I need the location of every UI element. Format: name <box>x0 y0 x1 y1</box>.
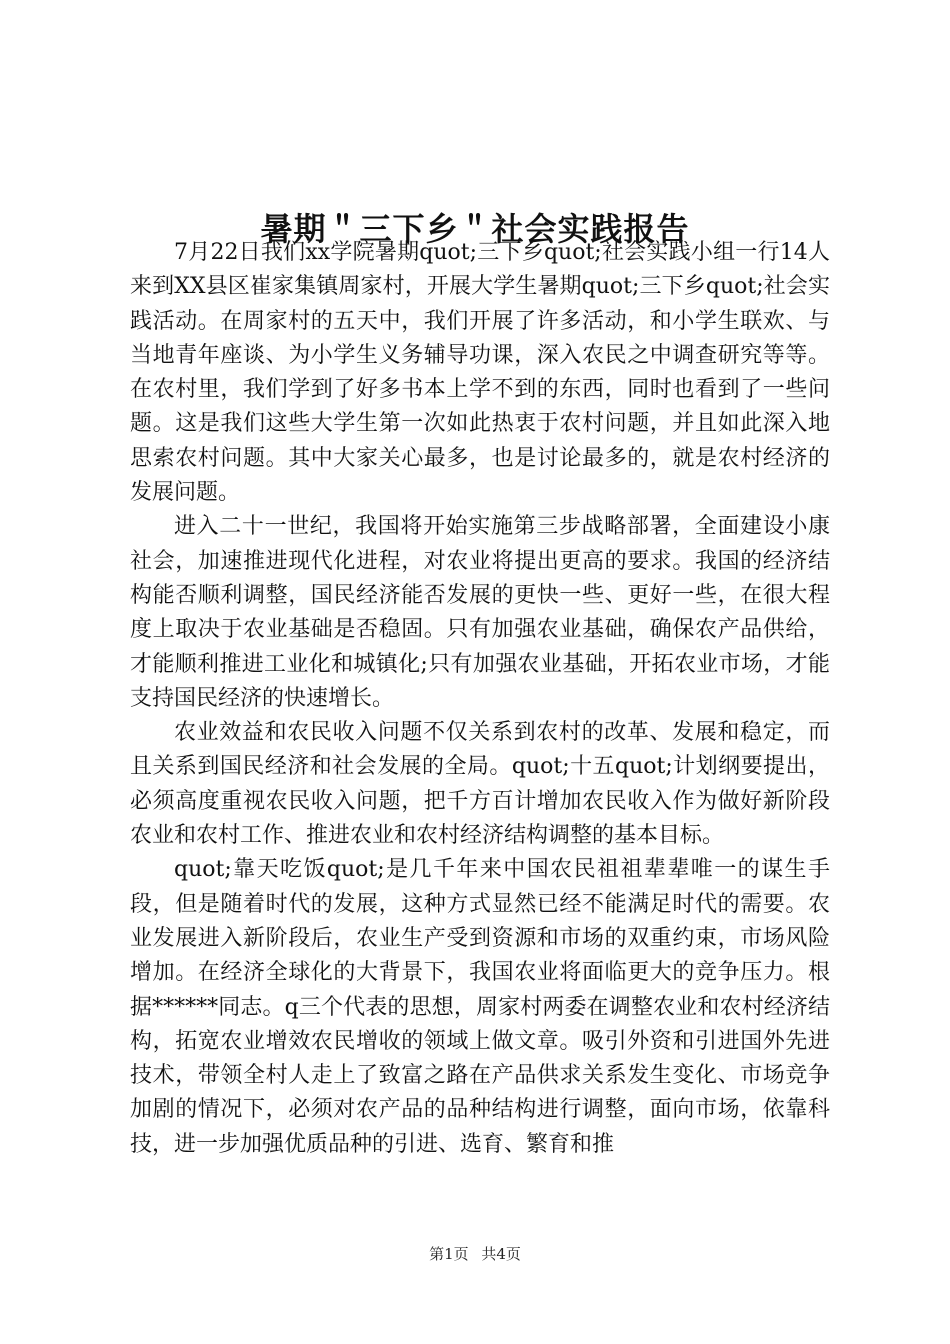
page-number-total: 共4页 <box>481 1245 521 1263</box>
paragraph-4: quot;靠天吃饭quot;是几千年来中国农民祖祖辈辈唯一的谋生手段，但是随着时代的发展，这种方式显然已经不能满足时代的需要。农业发展进入新阶段后，农业生产受到资源和市场的双重约束，市场风险增加。在经济全球化的大背景下，我国农业将面临更大的竞争压力。根据******同志。q三个代表的思想，周家村两委在调整农业和农村经济结构，拓宽农业增效农民增收的领域上做文章。吸引外资和引进国外先进技术，带领全村人走上了致富之路在产品供求关系发生变化、市场竞争加剧的情况下，必须对农产品的品种结构进行调整，面向市场，依靠科技，进一步加强优质品种的引进、选育、繁育和推 <box>130 857 830 1157</box>
document-title: 暑期＂三下乡＂社会实践报告 <box>260 210 690 249</box>
page-footer <box>0 1243 950 1265</box>
document-body <box>130 236 830 1162</box>
paragraph-3: 农业效益和农民收入问题不仅关系到农村的改革、发展和稳定，而且关系到国民经济和社会发展的全局。quot;十五quot;计划纲要提出，必须高度重视农民收入问题，把千方百计增加农民收入作为做好新阶段农业和农村工作、推进农业和农村经济结构调整的基本目标。 <box>130 720 830 849</box>
paragraph-2: 进入二十一世纪，我国将开始实施第三步战略部署，全面建设小康社会，加速推进现代化进程，对农业将提出更高的要求。我国的经济结构能否顺利调整，国民经济能否发展的更快一些、更好一些，在很大程度上取决于农业基础是否稳固。只有加强农业基础，确保农产品供给，才能顺利推进工业化和城镇化;只有加强农业基础，开拓农业市场，才能支持国民经济的快速增长。 <box>130 514 830 711</box>
paragraph-1: 7月22日我们xx学院暑期quot;三下乡quot;社会实践小组一行14人来到XX县区崔家集镇周家村，开展大学生暑期quot;三下乡quot;社会实践活动。在周家村的五天中，我们开展了许多活动，和小学生联欢、与当地青年座谈、为小学生义务辅导功课，深入农民之中调查研究等等。在农村里，我们学到了好多书本上学不到的东西，同时也看到了一些问题。这是我们这些大学生第一次如此热衷于农村问题，并且如此深入地思索农村问题。其中大家关心最多，也是讨论最多的，就是农村经济的发展问题。 <box>130 240 830 506</box>
page-number-current: 第1页 <box>429 1245 469 1263</box>
